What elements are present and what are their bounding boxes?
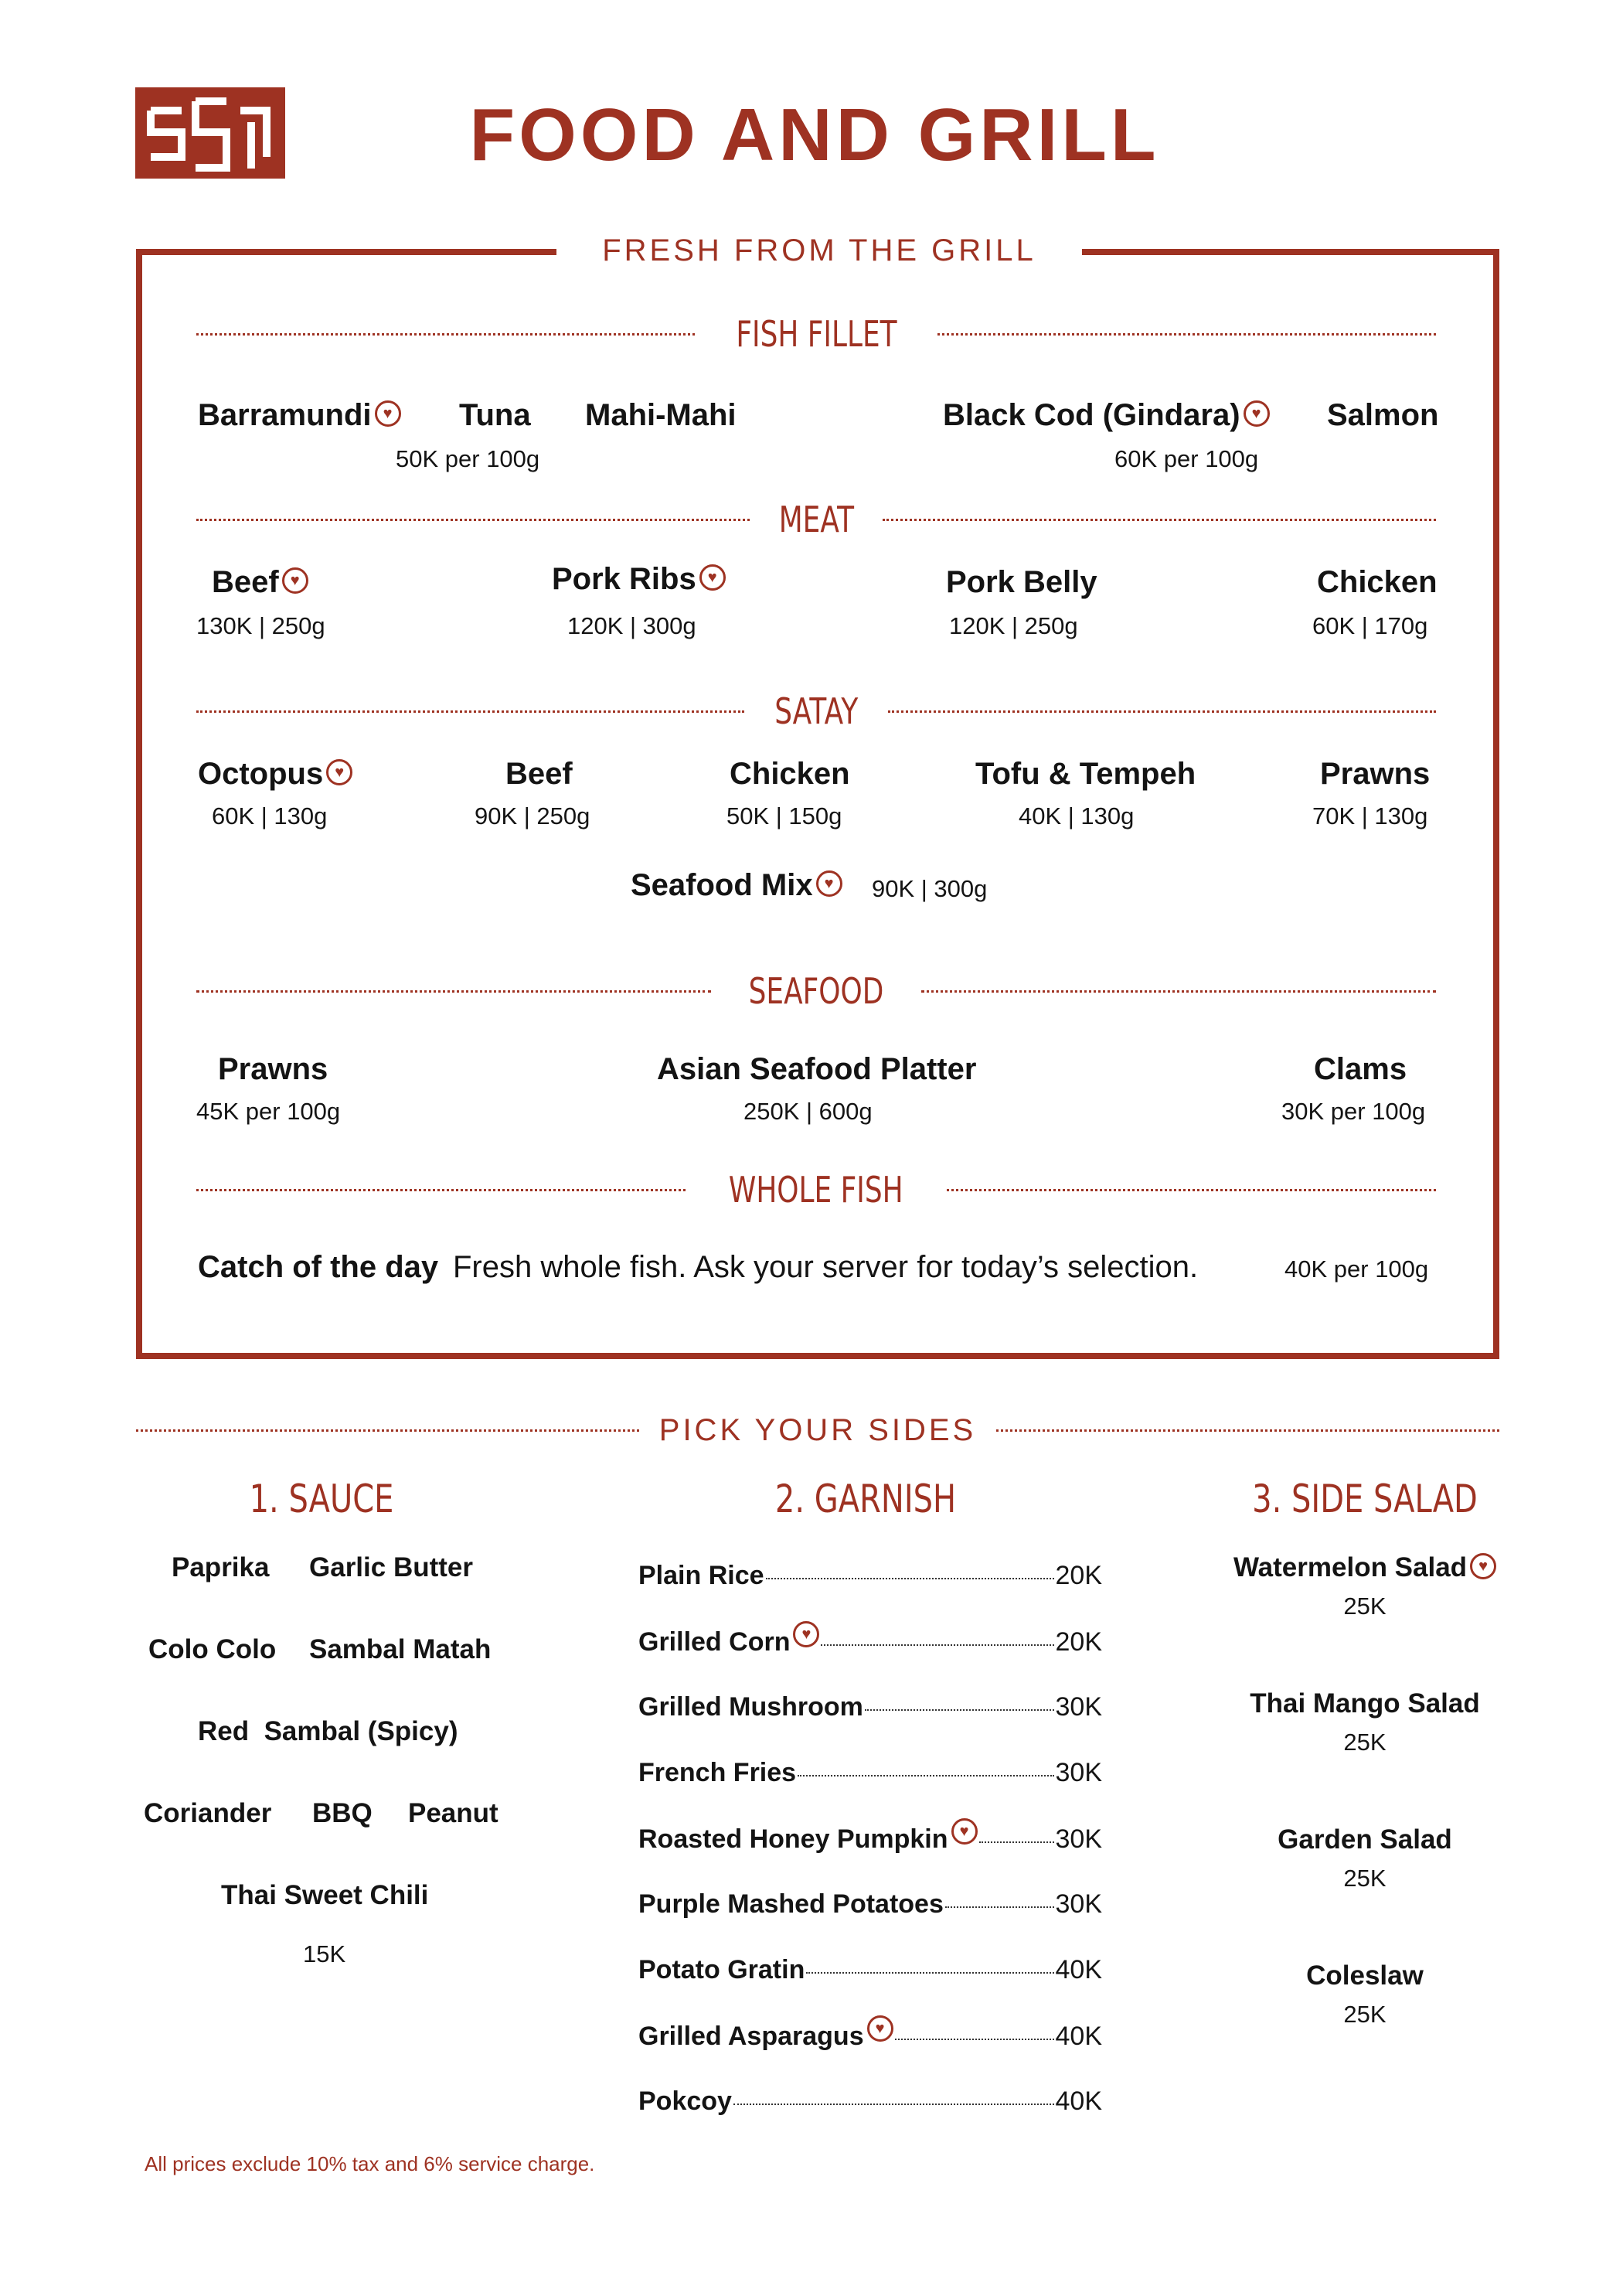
section-title: MEAT (778, 499, 854, 540)
box-top-right-border (1082, 249, 1499, 255)
sauce-item: Red Sambal (Spicy) (198, 1716, 458, 1746)
menu-item: Barramundi♥ (198, 396, 401, 434)
menu-item: Pork Belly (946, 565, 1097, 599)
sauce-price: 15K (303, 1940, 346, 1967)
heart-badge-icon (867, 2015, 893, 2042)
menu-item: Octopus♥ (198, 755, 352, 793)
item-price: 60K per 100g (1114, 445, 1259, 472)
section-whole-fish (196, 1169, 1436, 1211)
garnish-row: French Fries 30K (638, 1758, 1102, 1787)
grill-heading: FRESH FROM THE GRILL (602, 233, 1036, 267)
sides-heading: PICK YOUR SIDES (136, 1413, 1499, 1448)
item-price: 60K | 170g (1312, 612, 1428, 639)
section-title: WHOLE FISH (729, 1169, 903, 1211)
heart-badge-icon (951, 1818, 978, 1845)
item-price: 70K | 130g (1312, 802, 1428, 829)
garnish-row: Potato Gratin 40K (638, 1955, 1102, 1984)
item-price: 50K per 100g (396, 445, 540, 472)
heart-badge-icon (326, 759, 352, 785)
sauce-item: BBQ (312, 1798, 373, 1828)
item-price: 120K | 250g (949, 612, 1078, 639)
menu-item: Asian Seafood Platter (657, 1052, 977, 1086)
menu-item: Chicken (730, 757, 850, 791)
item-price: 50K | 150g (726, 802, 842, 829)
sauce-item: Colo Colo (148, 1634, 277, 1664)
menu-item: Chicken (1317, 565, 1438, 599)
garnish-row: Plain Rice 20K (638, 1561, 1102, 1590)
heart-badge-icon (816, 870, 842, 897)
salad-item: Watermelon Salad♥ 25K (1210, 1551, 1519, 1622)
section-title: SATAY (774, 690, 859, 732)
item-price: 45K per 100g (196, 1098, 341, 1125)
item-price: 40K | 130g (1019, 802, 1135, 829)
section-title: FISH FILLET (735, 313, 897, 355)
salad-item: Thai Mango Salad 25K (1250, 1688, 1480, 1756)
item-price: 40K per 100g (1284, 1255, 1429, 1283)
garnish-row: Grilled Corn ♥ 20K (638, 1624, 1102, 1659)
menu-item: Prawns (1320, 757, 1431, 791)
garnish-row: Purple Mashed Potatoes 30K (638, 1889, 1102, 1919)
side-salad-title: 3. SIDE SALAD (1252, 1477, 1478, 1521)
heart-badge-icon (699, 564, 726, 591)
sauce-item: Peanut (408, 1798, 498, 1828)
menu-item: Tuna (459, 398, 531, 432)
sauce-item: Paprika (172, 1552, 270, 1582)
heart-badge-icon (1470, 1553, 1496, 1579)
menu-item: Pork Ribs♥ (552, 560, 726, 598)
item-price: 130K | 250g (196, 612, 325, 639)
sauce-item: Sambal Matah (309, 1634, 492, 1664)
garnish-row: Grilled Asparagus ♥ 40K (638, 2018, 1102, 2053)
sauce-item: Garlic Butter (309, 1552, 473, 1582)
item-description: Fresh whole fish. Ask your server for today’s selection. (453, 1250, 1199, 1284)
garnish-row: Grilled Mushroom 30K (638, 1692, 1102, 1722)
sauce-item: Coriander (144, 1798, 272, 1828)
item-price: 30K per 100g (1281, 1098, 1426, 1125)
item-price: 60K | 130g (212, 802, 328, 829)
heart-badge-icon (793, 1621, 819, 1647)
garnish-title: 2. GARNISH (774, 1477, 957, 1521)
heart-badge-icon (1244, 400, 1270, 427)
page-title: FOOD AND GRILL (469, 94, 1160, 176)
menu-item: Black Cod (Gindara)♥ (943, 396, 1270, 434)
sauce-item: Thai Sweet Chili (221, 1880, 429, 1910)
section-fish-fillet (196, 313, 1436, 355)
menu-item: Clams (1314, 1052, 1407, 1086)
menu-item: Tofu & Tempeh (975, 757, 1196, 791)
footnote: All prices exclude 10% tax and 6% service charge. (145, 2152, 595, 2175)
sauce-title: 1. SAUCE (249, 1477, 394, 1521)
menu-item: Salmon (1327, 398, 1439, 432)
item-price: 120K | 300g (567, 612, 696, 639)
box-top-left-border (136, 249, 556, 255)
salad-item: Garden Salad 25K (1278, 1824, 1452, 1892)
heart-badge-icon (375, 400, 401, 427)
item-price: 90K | 300g (872, 875, 988, 902)
section-satay (196, 690, 1436, 732)
garnish-row: Roasted Honey Pumpkin ♥ 30K (638, 1821, 1102, 1856)
menu-item: Prawns (218, 1052, 328, 1086)
section-seafood (196, 970, 1436, 1012)
menu-item: Mahi-Mahi (585, 398, 737, 432)
salad-item: Coleslaw 25K (1306, 1960, 1424, 2028)
heart-badge-icon (282, 567, 308, 594)
menu-item: Beef (505, 757, 573, 791)
item-price: 250K | 600g (743, 1098, 873, 1125)
section-meat (196, 499, 1436, 540)
menu-item: Beef♥ (212, 563, 308, 601)
menu-item: Seafood Mix♥ (631, 866, 842, 904)
menu-item: Catch of the day (198, 1250, 439, 1284)
garnish-row: Pokcoy 40K (638, 2086, 1102, 2116)
section-title: SEAFOOD (748, 970, 884, 1012)
item-price: 90K | 250g (475, 802, 590, 829)
